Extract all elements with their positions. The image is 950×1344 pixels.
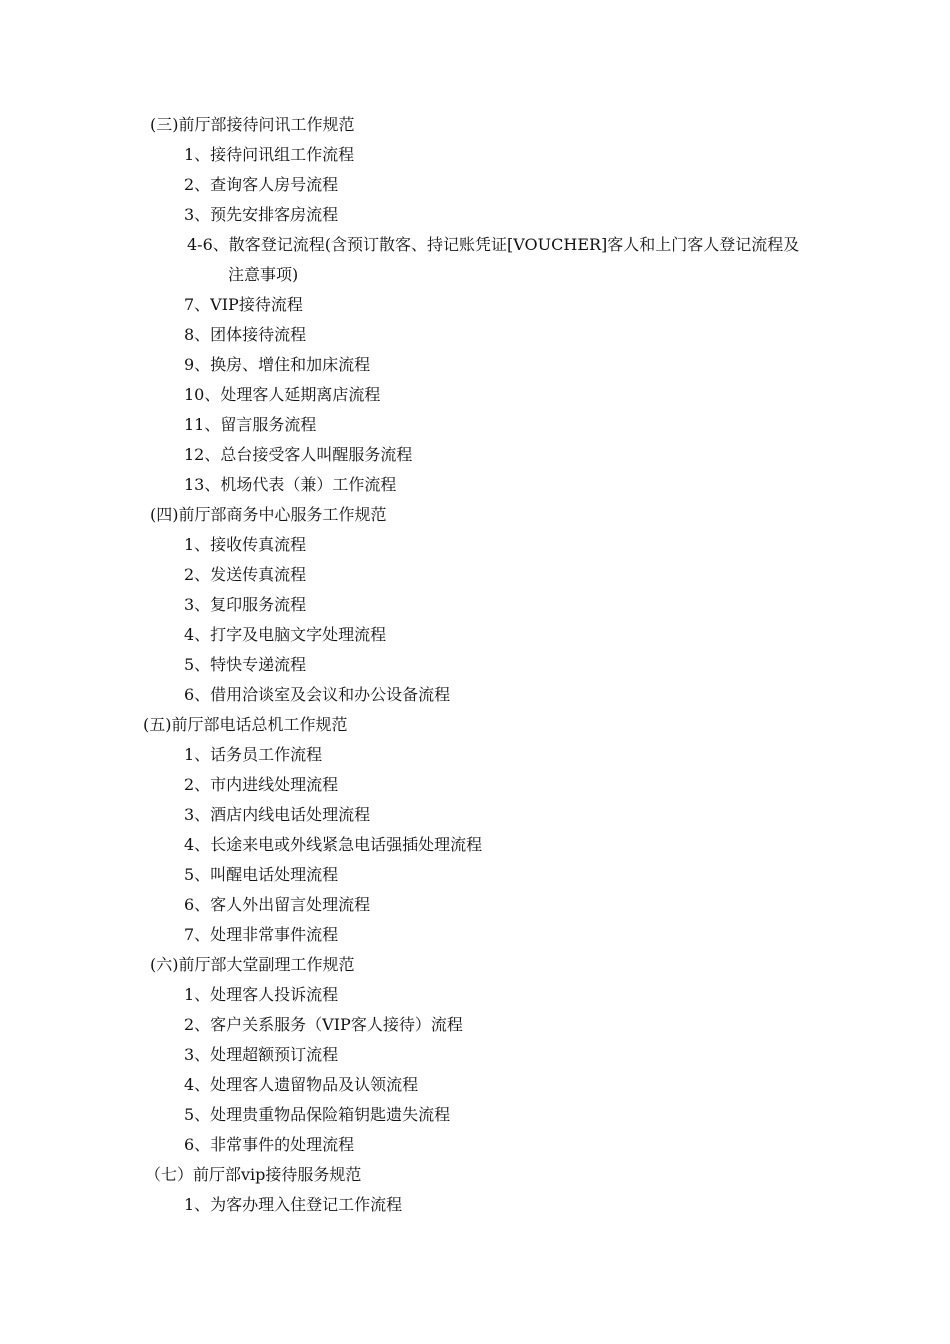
list-item: 8、团体接待流程	[184, 325, 307, 344]
section-heading: (三)前厅部接待问讯工作规范	[150, 115, 355, 134]
list-item: 4-6、散客登记流程(含预订散客、持记账凭证[VOUCHER]客人和上门客人登记流程及	[187, 235, 800, 254]
list-item: 3、酒店内线电话处理流程	[184, 805, 371, 824]
list-item: 6、非常事件的处理流程	[184, 1135, 355, 1154]
list-item: 1、处理客人投诉流程	[184, 985, 339, 1004]
list-item: 4、长途来电或外线紧急电话强插处理流程	[184, 835, 483, 854]
list-item-continuation: 注意事项)	[228, 265, 299, 284]
list-item: 3、处理超额预订流程	[184, 1045, 339, 1064]
section-heading: （七）前厅部vip接待服务规范	[145, 1165, 362, 1184]
list-item: 10、处理客人延期离店流程	[184, 385, 381, 404]
list-item: 2、市内进线处理流程	[184, 775, 339, 794]
list-item: 5、叫醒电话处理流程	[184, 865, 339, 884]
list-item: 1、接待问讯组工作流程	[184, 145, 355, 164]
list-item: 2、发送传真流程	[184, 565, 307, 584]
list-item: 7、VIP接待流程	[184, 295, 303, 314]
section-heading: (六)前厅部大堂副理工作规范	[150, 955, 355, 974]
list-item: 11、留言服务流程	[184, 415, 317, 434]
list-item: 6、客人外出留言处理流程	[184, 895, 371, 914]
list-item: 3、复印服务流程	[184, 595, 307, 614]
list-item: 7、处理非常事件流程	[184, 925, 339, 944]
list-item: 1、为客办理入住登记工作流程	[184, 1195, 403, 1214]
list-item: 5、特快专递流程	[184, 655, 307, 674]
list-item: 3、预先安排客房流程	[184, 205, 339, 224]
list-item: 9、换房、增住和加床流程	[184, 355, 371, 374]
section-heading: (四)前厅部商务中心服务工作规范	[150, 505, 387, 524]
list-item: 4、处理客人遗留物品及认领流程	[184, 1075, 419, 1094]
list-item: 2、客户关系服务（VIP客人接待）流程	[184, 1015, 463, 1034]
list-item: 6、借用洽谈室及会议和办公设备流程	[184, 685, 451, 704]
list-item: 1、话务员工作流程	[184, 745, 323, 764]
section-heading: (五)前厅部电话总机工作规范	[143, 715, 348, 734]
list-item: 1、接收传真流程	[184, 535, 307, 554]
list-item: 2、查询客人房号流程	[184, 175, 339, 194]
list-item: 4、打字及电脑文字处理流程	[184, 625, 387, 644]
list-item: 5、处理贵重物品保险箱钥匙遗失流程	[184, 1105, 451, 1124]
list-item: 13、机场代表（兼）工作流程	[184, 475, 397, 494]
list-item: 12、总台接受客人叫醒服务流程	[184, 445, 413, 464]
